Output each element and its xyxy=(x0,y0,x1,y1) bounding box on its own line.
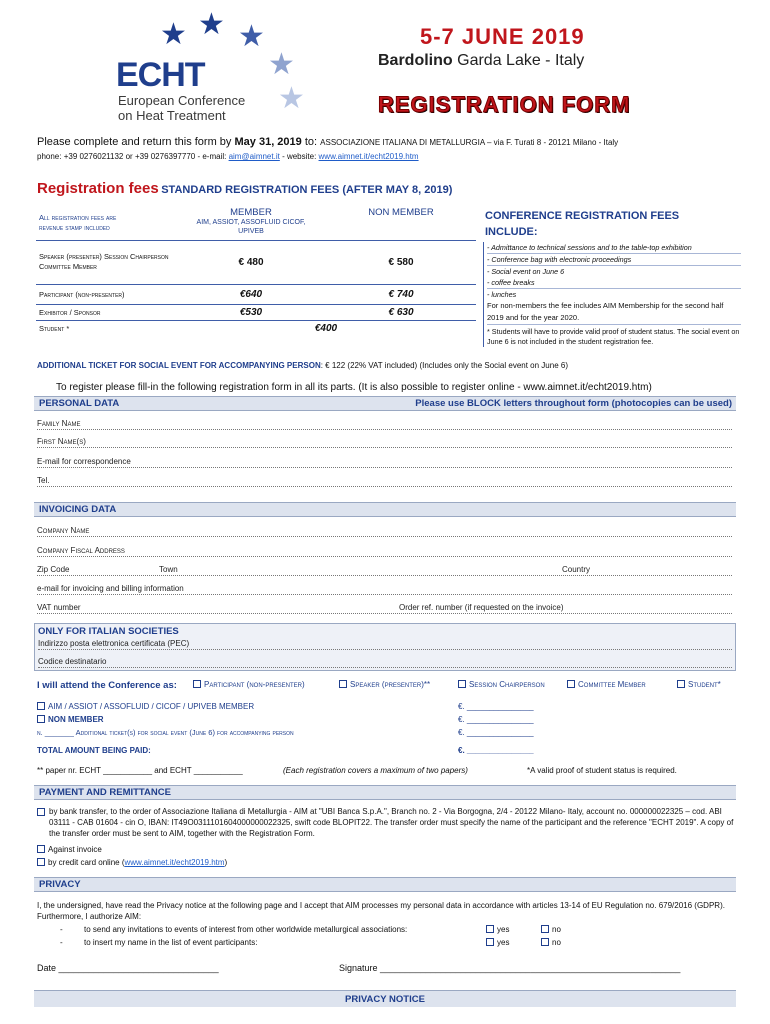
tel-field[interactable] xyxy=(37,475,732,487)
yes-label: yes xyxy=(497,925,510,934)
include-item: * Students will have to provide valid proof of student status. The social event on June 6 is not included in the student registration fee. xyxy=(487,327,740,346)
invoicing-bar xyxy=(34,502,736,517)
form-title: REGISTRATION FORM xyxy=(378,92,631,117)
checkbox-icon[interactable] xyxy=(193,680,201,688)
checkbox-icon[interactable] xyxy=(37,715,45,723)
fees-heading-row xyxy=(37,180,452,197)
bank-transfer-text: by bank transfer, to the order of Associazione Italiana di Metallurgia - AIM at "UBI Banca S.p.A.", Branch no. 2 - Via Borgogna, 2/4 - 20122 Milano- Italy, account no. 000000022325 – cod. ABI 03111 - CAB 01604 - cin O, IBAN: IT49O0311101604000000022325, swift code BLOPIT22. The transfer order must specify the name of the participant and the reference "ECHT 2019". A copy of the transfer order must be sent to AIM, together with the Registration Form. xyxy=(49,807,734,838)
credit-card-label: by credit card online ( xyxy=(48,858,125,867)
fee-row-label: Student * xyxy=(39,323,70,333)
fee-row xyxy=(36,240,476,284)
option-label: Committee Member xyxy=(578,680,646,689)
bank-transfer-option[interactable] xyxy=(37,806,737,839)
fee-row-label: Exhibitor / Sponsor xyxy=(39,307,101,317)
member-line-label: AIM / ASSIOT / ASSOFLUID / CICOF / UPIVEB MEMBER xyxy=(48,702,255,711)
include-item: - Admittance to technical sessions and to the table-top exhibition xyxy=(487,242,741,254)
tickets-line[interactable]: n. _______ Additional ticket(s) for social event (June 6) for accompanying person xyxy=(37,728,294,737)
option-label: Session Chairperson xyxy=(469,680,545,689)
checkbox-icon[interactable] xyxy=(486,938,494,946)
privacy-item-1-yes[interactable] xyxy=(486,925,509,934)
credit-card-option[interactable] xyxy=(37,858,227,867)
include-item: - coffee breaks xyxy=(487,277,741,289)
bullet-dash: - xyxy=(60,938,63,947)
email-field[interactable] xyxy=(37,456,732,468)
include-item: - lunches xyxy=(487,290,517,299)
order-ref-label: Order ref. number (if requested on the invoice) xyxy=(399,602,567,613)
town-label: Town xyxy=(159,564,181,575)
total-label: TOTAL AMOUNT BEING PAID: xyxy=(37,746,151,755)
papers-note: (Each registration covers a maximum of two papers) xyxy=(283,766,468,775)
first-names-field[interactable] xyxy=(37,436,732,448)
intro-prefix: Please complete and return this form by xyxy=(37,136,232,148)
fees-heading: Registration fees xyxy=(37,180,159,197)
attend-option-participant[interactable] xyxy=(193,680,305,689)
email-label: E-mail for correspondence xyxy=(37,457,134,466)
online-note: To register please fill-in the following registration form in all its parts. (It is also possible to register online - www.aimnet.it/echt2019.htm) xyxy=(56,382,652,393)
member-line[interactable] xyxy=(37,702,254,711)
invoicing-title: INVOICING DATA xyxy=(39,504,117,515)
member-col-label: MEMBER xyxy=(230,207,272,218)
include-item: - Social event on June 6 xyxy=(487,267,565,276)
company-name-label: Company Name xyxy=(37,526,92,535)
fee-row xyxy=(36,304,476,320)
vat-field[interactable] xyxy=(37,602,732,614)
checkbox-icon[interactable] xyxy=(339,680,347,688)
attend-option-chair[interactable] xyxy=(458,680,545,689)
privacy-item-1 xyxy=(60,925,740,934)
logo-acronym: ECHT xyxy=(116,56,205,94)
fees-note xyxy=(36,206,176,240)
venue-rest: Garda Lake - Italy xyxy=(457,52,585,69)
signature-field[interactable]: Signature ____________________________________________________________ xyxy=(339,963,681,973)
codice-field[interactable] xyxy=(38,656,732,668)
fees-table xyxy=(36,206,476,336)
block-letters-note: Please use BLOCK letters throughout form (photocopies can be used) xyxy=(415,398,732,409)
fees-subheading: STANDARD REGISTRATION FEES (AFTER MAY 8, 2019) xyxy=(161,184,453,196)
website-link[interactable]: www.aimnet.it/echt2019.htm xyxy=(318,152,419,161)
zip-label: Zip Code xyxy=(37,565,72,574)
star-icon: ★ xyxy=(268,48,295,81)
company-address-label: Company Fiscal Address xyxy=(37,546,128,555)
attend-label: I will attend the Conference as: xyxy=(37,680,177,691)
privacy-item-2 xyxy=(60,938,740,947)
country-label: Country xyxy=(562,564,593,575)
checkbox-icon[interactable] xyxy=(677,680,685,688)
checkbox-icon[interactable] xyxy=(486,925,494,933)
fee-row-label: Participant (non-presenter) xyxy=(39,289,125,299)
include-item: - Conference bag with electronic proceedings xyxy=(487,254,741,266)
family-name-label: Family Name xyxy=(37,419,83,428)
fee-non-member-value: € 630 xyxy=(388,306,414,318)
family-name-field[interactable] xyxy=(37,418,732,430)
yes-label: yes xyxy=(497,938,510,947)
checkbox-icon[interactable] xyxy=(37,702,45,710)
no-label: no xyxy=(552,925,561,934)
non-member-label: NON MEMBER xyxy=(48,715,104,724)
star-icon: ★ xyxy=(238,20,265,53)
codice-label: Codice destinatario xyxy=(38,657,109,666)
non-member-line[interactable] xyxy=(37,715,104,724)
fee-member-value: € 480 xyxy=(238,256,264,268)
additional-ticket xyxy=(37,361,568,370)
checkbox-icon[interactable] xyxy=(541,925,549,933)
member-col-sub: AIM, ASSIOT, ASSOFLUID CICOF, UPIVEB xyxy=(196,219,306,235)
includes-title: CONFERENCE REGISTRATION FEES INCLUDE: xyxy=(485,210,680,238)
zip-town-country-field[interactable] xyxy=(37,564,732,576)
logo-subtitle-2: on Heat Treatment xyxy=(118,108,226,123)
checkbox-icon[interactable] xyxy=(37,858,45,866)
star-icon: ★ xyxy=(198,8,225,41)
credit-card-suffix: ) xyxy=(224,858,228,867)
event-dates: 5-7 JUNE 2019 xyxy=(420,24,585,49)
fee-member-value: €530 xyxy=(239,306,263,318)
fee-member-value: €400 xyxy=(314,322,338,334)
amount-tickets[interactable]: €. _______________ xyxy=(458,728,534,737)
checkbox-icon[interactable] xyxy=(37,808,45,816)
option-label: Speaker (presenter)** xyxy=(350,680,431,689)
checkbox-icon[interactable] xyxy=(567,680,575,688)
intro-line-2 xyxy=(37,152,419,161)
option-label: Student* xyxy=(688,680,721,689)
italian-box xyxy=(34,623,736,671)
deadline: May 31, 2019 xyxy=(234,136,302,148)
checkbox-icon[interactable] xyxy=(37,845,45,853)
payment-bar xyxy=(34,785,736,800)
company-address-field[interactable] xyxy=(37,545,732,557)
papers-row xyxy=(37,766,737,775)
checkbox-icon[interactable] xyxy=(458,680,466,688)
logo-subtitle-1: European Conference xyxy=(118,93,246,108)
date-field[interactable]: Date ________________________________ xyxy=(37,963,219,973)
website-label: - website: xyxy=(282,152,317,161)
against-invoice-option[interactable] xyxy=(37,845,102,854)
privacy-item-2-text: to insert my name in the list of event participants: xyxy=(84,938,258,947)
checkbox-icon[interactable] xyxy=(541,938,549,946)
attend-option-speaker[interactable] xyxy=(339,680,430,689)
attend-option-committee[interactable] xyxy=(567,680,646,689)
fees-note-2: revenue stamp included xyxy=(39,222,110,232)
privacy-title: PRIVACY xyxy=(39,879,81,890)
privacy-text: I, the undersigned, have read the Privacy notice at the following page and I accept that AIM processes my personal data in accordance with articles 13-14 of EU Regulation no. 679/2016 (GDPR). Furthermore, I authorize AIM: xyxy=(37,901,725,921)
venue-city: Bardolino xyxy=(378,52,453,69)
total-amount[interactable]: €. _______________ xyxy=(458,746,534,755)
event-venue xyxy=(378,52,584,70)
first-names-label: First Name(s) xyxy=(37,437,89,446)
pec-label: Indirizzo posta elettronica certificata (PEC) xyxy=(38,639,192,648)
intro-line-1 xyxy=(37,136,618,148)
member-col-header xyxy=(176,206,326,240)
fees-note-1: All registration fees are xyxy=(39,212,117,222)
against-invoice-label: Against invoice xyxy=(48,845,102,854)
intro-to: to: xyxy=(304,136,318,148)
fee-member-value: €640 xyxy=(239,288,263,300)
amount-non-member[interactable]: €. _______________ xyxy=(458,715,534,724)
papers-line[interactable]: ** paper nr. ECHT ___________ and ECHT ___________ xyxy=(37,766,243,775)
no-label: no xyxy=(552,938,561,947)
email-link[interactable]: aim@aimnet.it xyxy=(228,152,280,161)
include-item: For non-members the fee includes AIM Membership for the second half 2019 and for the year 2020. xyxy=(487,300,741,325)
privacy-bar xyxy=(34,877,736,892)
privacy-notice-heading: PRIVACY NOTICE xyxy=(34,990,736,1007)
fee-row xyxy=(36,320,476,336)
italian-title: ONLY FOR ITALIAN SOCIETIES xyxy=(38,626,179,637)
fee-non-member-value: € 580 xyxy=(388,256,414,268)
fee-row xyxy=(36,284,476,304)
privacy-item-1-text: to send any invitations to events of interest from other worldwide metallurgical associations: xyxy=(84,925,408,934)
attend-option-student[interactable] xyxy=(677,680,721,689)
fee-non-member-value: € 740 xyxy=(388,288,414,300)
vat-label: VAT number xyxy=(37,603,84,612)
privacy-item-1-no[interactable] xyxy=(541,925,561,934)
privacy-item-2-no[interactable] xyxy=(541,938,561,947)
additional-ticket-text: : € 122 (22% VAT included) (Includes only the Social event on June 6) xyxy=(320,361,568,370)
tel-label: Tel. xyxy=(37,476,52,485)
option-label: Participant (non-presenter) xyxy=(204,680,305,689)
student-note: *A valid proof of student status is required. xyxy=(527,766,677,775)
additional-ticket-label: ADDITIONAL TICKET FOR SOCIAL EVENT FOR ACCOMPANYING PERSON xyxy=(37,361,321,370)
fee-row-label: Speaker (presenter) Session Chairperson Committee Member xyxy=(39,252,169,271)
credit-card-link[interactable]: www.aimnet.it/echt2019.htm xyxy=(124,858,225,867)
star-icon: ★ xyxy=(160,18,187,51)
personal-data-bar xyxy=(34,396,736,411)
includes-list xyxy=(483,242,741,347)
aim-address: ASSOCIAZIONE ITALIANA DI METALLURGIA – via F. Turati 8 - 20121 Milano - Italy xyxy=(320,138,619,147)
bullet-dash: - xyxy=(60,925,63,934)
attend-row xyxy=(37,680,737,691)
payment-title: PAYMENT AND REMITTANCE xyxy=(39,787,171,798)
non-member-col-header: NON MEMBER xyxy=(368,207,434,218)
pec-field[interactable] xyxy=(38,638,732,650)
amount-member[interactable]: €. _______________ xyxy=(458,702,534,711)
company-name-field[interactable] xyxy=(37,525,732,537)
privacy-item-2-yes[interactable] xyxy=(486,938,509,947)
invoice-email-label: e-mail for invoicing and billing information xyxy=(37,584,187,593)
personal-data-title: PERSONAL DATA xyxy=(39,398,120,409)
star-icon: ★ xyxy=(278,82,305,115)
invoice-email-field[interactable] xyxy=(37,583,732,595)
phone-text: phone: +39 0276021132 or +39 0276397770 - e-mail: xyxy=(37,152,227,161)
